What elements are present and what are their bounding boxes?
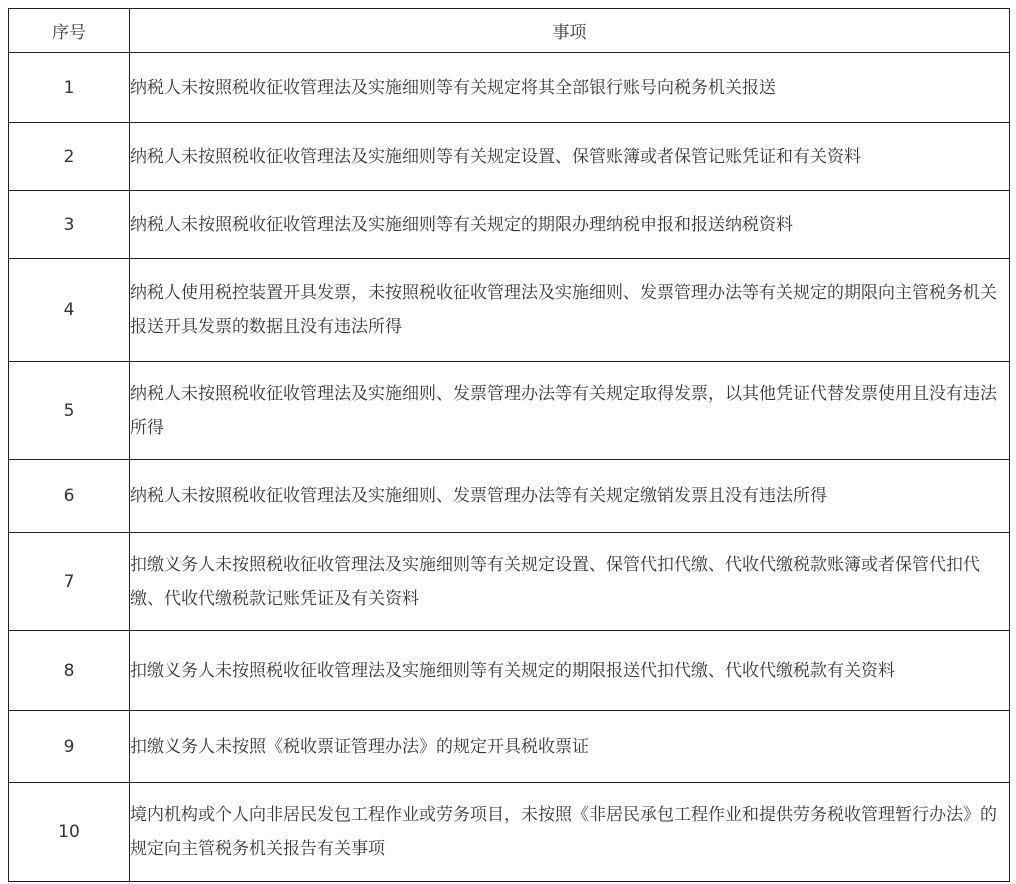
row-seq: 4: [9, 259, 130, 362]
row-item: 纳税人使用税控装置开具发票，未按照税收征收管理法及实施细则、发票管理办法等有关规定的期限向主管税务机关报送开具发票的数据且没有违法所得: [130, 259, 1010, 362]
row-seq: 9: [9, 711, 130, 783]
row-seq: 2: [9, 123, 130, 191]
items-table: [8, 8, 1010, 882]
header-seq: 序号: [9, 9, 130, 53]
row-item: 扣缴义务人未按照税收征收管理法及实施细则等有关规定的期限报送代扣代缴、代收代缴税款有关资料: [130, 631, 1010, 711]
row-item: 扣缴义务人未按照税收征收管理法及实施细则等有关规定设置、保管代扣代缴、代收代缴税款账簿或者保管代扣代缴、代收代缴税款记账凭证及有关资料: [130, 533, 1010, 631]
table-row: [9, 783, 1010, 882]
table-row: [9, 460, 1010, 533]
table-row: [9, 259, 1010, 362]
row-seq: 5: [9, 362, 130, 460]
table-row: [9, 711, 1010, 783]
row-seq: 8: [9, 631, 130, 711]
header-item: 事项: [130, 9, 1010, 53]
table-row: [9, 533, 1010, 631]
row-item: 纳税人未按照税收征收管理法及实施细则等有关规定设置、保管账簿或者保管记账凭证和有关资料: [130, 123, 1010, 191]
row-seq: 10: [9, 783, 130, 882]
row-item: 纳税人未按照税收征收管理法及实施细则、发票管理办法等有关规定取得发票，以其他凭证代替发票使用且没有违法所得: [130, 362, 1010, 460]
row-item: 纳税人未按照税收征收管理法及实施细则等有关规定将其全部银行账号向税务机关报送: [130, 53, 1010, 123]
table-row: [9, 191, 1010, 259]
row-seq: 7: [9, 533, 130, 631]
header-row: [9, 9, 1010, 53]
row-item: 纳税人未按照税收征收管理法及实施细则等有关规定的期限办理纳税申报和报送纳税资料: [130, 191, 1010, 259]
table-row: [9, 53, 1010, 123]
row-seq: 6: [9, 460, 130, 533]
row-item: 境内机构或个人向非居民发包工程作业或劳务项目，未按照《非居民承包工程作业和提供劳务税收管理暂行办法》的规定向主管税务机关报告有关事项: [130, 783, 1010, 882]
table-row: [9, 123, 1010, 191]
row-item: 扣缴义务人未按照《税收票证管理办法》的规定开具税收票证: [130, 711, 1010, 783]
table-row: [9, 362, 1010, 460]
row-seq: 3: [9, 191, 130, 259]
table-row: [9, 631, 1010, 711]
row-seq: 1: [9, 53, 130, 123]
row-item: 纳税人未按照税收征收管理法及实施细则、发票管理办法等有关规定缴销发票且没有违法所得: [130, 460, 1010, 533]
